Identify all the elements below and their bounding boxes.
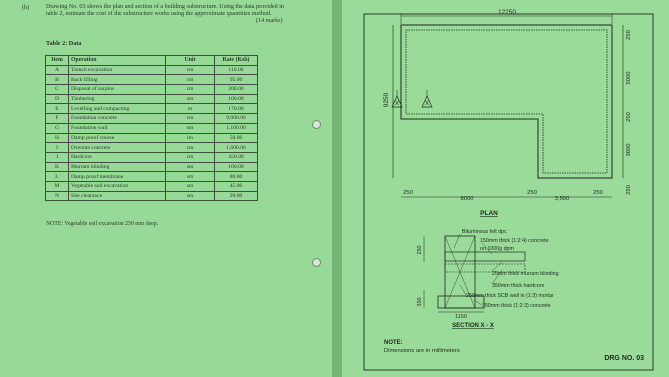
table-row — [46, 85, 258, 95]
dim-r2-text: 5000 — [626, 71, 632, 85]
row-operation: Damp proof course — [69, 133, 166, 143]
section-label-1: Bituminous felt dpc — [462, 229, 507, 235]
question-text: Drawing No. 03 shows the plan and section of a building substructure. Using the data provided in table 2, estimate the cost of the substructure works using the approximate quantities method. — [46, 4, 284, 18]
row-unit: cm — [166, 114, 215, 124]
row-unit: sm — [166, 162, 215, 172]
page-gutter — [332, 0, 342, 377]
row-operation: Hardcore — [69, 152, 166, 162]
row-rate: 110.00 — [215, 65, 258, 75]
table-row — [46, 181, 258, 191]
table-row — [46, 94, 258, 104]
header-operation: Operation — [69, 56, 166, 66]
plan-label: PLAN — [480, 210, 498, 217]
row-rate: 1,100.00 — [215, 123, 258, 133]
dim-left-text: 9250 — [383, 92, 390, 108]
dim-s1-text: 250 — [417, 245, 423, 255]
row-rate: 45.00 — [215, 181, 258, 191]
section-label-2: 150mm thick (1:2:4) concrete — [480, 238, 549, 244]
row-rate: 170.00 — [215, 104, 258, 114]
section-label: SECTION X - X — [452, 323, 494, 329]
row-operation: Disposal of surplus — [69, 85, 166, 95]
section-marker-right-label: X — [424, 101, 430, 107]
row-operation: Back filling — [69, 75, 166, 85]
table-row — [46, 104, 258, 114]
row-unit: cm — [166, 75, 215, 85]
row-rate: 1,600.00 — [215, 143, 258, 153]
plan-inner-wall — [406, 30, 607, 173]
section-slab — [445, 252, 525, 261]
dim-b5-text: 250 — [593, 190, 603, 196]
table-row — [46, 75, 258, 85]
row-rate: 20.00 — [215, 191, 258, 201]
row-item: A — [46, 65, 69, 75]
row-item: L — [46, 172, 69, 182]
leader-line — [492, 262, 502, 271]
row-operation: Site clearance — [69, 191, 166, 201]
row-operation: Trench excavation — [69, 65, 166, 75]
dim-r1-text: 250 — [626, 30, 632, 40]
row-operation: Levelling and compacting — [69, 104, 166, 114]
dim-b2-text: 8000 — [460, 196, 474, 202]
row-item: D — [46, 94, 69, 104]
row-operation: Vegetable soil excavation — [69, 181, 166, 191]
rates-table — [45, 55, 258, 201]
dim-b3-text: 250 — [527, 190, 537, 196]
drawing-svg — [342, 0, 669, 377]
drawing-note-title: NOTE: — [384, 340, 403, 346]
row-item: G — [46, 123, 69, 133]
plan-outer-wall — [401, 25, 612, 178]
section-label-6: 250mm thick SCB wall in (1:3) mortar — [466, 293, 554, 299]
row-item: H — [46, 133, 69, 143]
row-unit: cm — [166, 152, 215, 162]
row-unit: sm — [166, 191, 215, 201]
section-marker-left-label: X — [394, 101, 400, 107]
dim-r5-text: 250 — [626, 185, 632, 195]
table-header-row — [46, 56, 258, 66]
section-label-3: on 1000g dpm — [480, 246, 514, 252]
row-item: F — [46, 114, 69, 124]
row-operation: Foundation concrete — [69, 114, 166, 124]
row-unit: sm — [166, 172, 215, 182]
row-item: C — [46, 85, 69, 95]
table-row — [46, 172, 258, 182]
row-rate: 450.00 — [215, 152, 258, 162]
left-page — [0, 0, 332, 377]
vegetable-soil-note: NOTE: Vegetable soil excavation 250 mm deep. — [46, 221, 159, 227]
row-rate: 100.00 — [215, 94, 258, 104]
row-item: K — [46, 162, 69, 172]
dim-r3-text: 250 — [626, 112, 632, 122]
question-number: (b) — [22, 4, 30, 11]
row-unit: cm — [166, 85, 215, 95]
row-operation: Murram blinding — [69, 162, 166, 172]
binder-hole — [312, 258, 321, 267]
question-marks: (14 marks) — [256, 18, 283, 24]
row-unit: cm — [166, 143, 215, 153]
table-caption: Table 2: Data — [46, 40, 82, 47]
table-row — [46, 114, 258, 124]
binder-hole — [312, 120, 321, 129]
row-unit: cm — [166, 65, 215, 75]
section-label-4: 25mm thick murram blinding — [492, 271, 559, 277]
section-label-5: 350mm thick hardcore — [492, 283, 545, 289]
header-rate: Rate (Ksh) — [215, 56, 258, 66]
row-unit: m — [166, 104, 215, 114]
table-row — [46, 65, 258, 75]
row-unit: sm — [166, 181, 215, 191]
row-rate: 9,000.00 — [215, 114, 258, 124]
table-row — [46, 143, 258, 153]
row-item: M — [46, 181, 69, 191]
row-unit: lm — [166, 133, 215, 143]
dim-b4-text: 3,500 — [554, 196, 570, 202]
row-rate: 200.00 — [215, 85, 258, 95]
drawing-number: DRG NO. 03 — [604, 355, 644, 362]
row-operation: Foundation wall — [69, 123, 166, 133]
section-label-7: 350mm thick (1:2:3) concrete — [482, 303, 551, 309]
row-item: B — [46, 75, 69, 85]
table-row — [46, 152, 258, 162]
table-row — [46, 162, 258, 172]
header-unit: Unit — [166, 56, 215, 66]
row-operation: Oversite concrete — [69, 143, 166, 153]
dim-s3-text: 1150 — [455, 314, 467, 320]
drawing-note-text: Dimensions are in millimeters — [384, 348, 460, 354]
dim-r4-text: 3600 — [626, 143, 632, 157]
header-item: Item — [46, 56, 69, 66]
row-item: N — [46, 191, 69, 201]
row-item: E — [46, 104, 69, 114]
table-row — [46, 123, 258, 133]
row-item: I — [46, 143, 69, 153]
row-rate: 100.00 — [215, 162, 258, 172]
row-unit: sm — [166, 94, 215, 104]
table-row — [46, 191, 258, 201]
row-item: J — [46, 152, 69, 162]
row-operation: Timbering — [69, 94, 166, 104]
drawing-page — [342, 0, 669, 377]
row-unit: sm — [166, 123, 215, 133]
table-row — [46, 133, 258, 143]
dim-top-text: 12250 — [497, 9, 517, 16]
dim-b1-text: 250 — [403, 190, 413, 196]
row-rate: 80.00 — [215, 172, 258, 182]
row-operation: Damp proof membrane — [69, 172, 166, 182]
dim-s2-text: 350 — [417, 297, 423, 307]
row-rate: 95.00 — [215, 75, 258, 85]
row-rate: 50.00 — [215, 133, 258, 143]
